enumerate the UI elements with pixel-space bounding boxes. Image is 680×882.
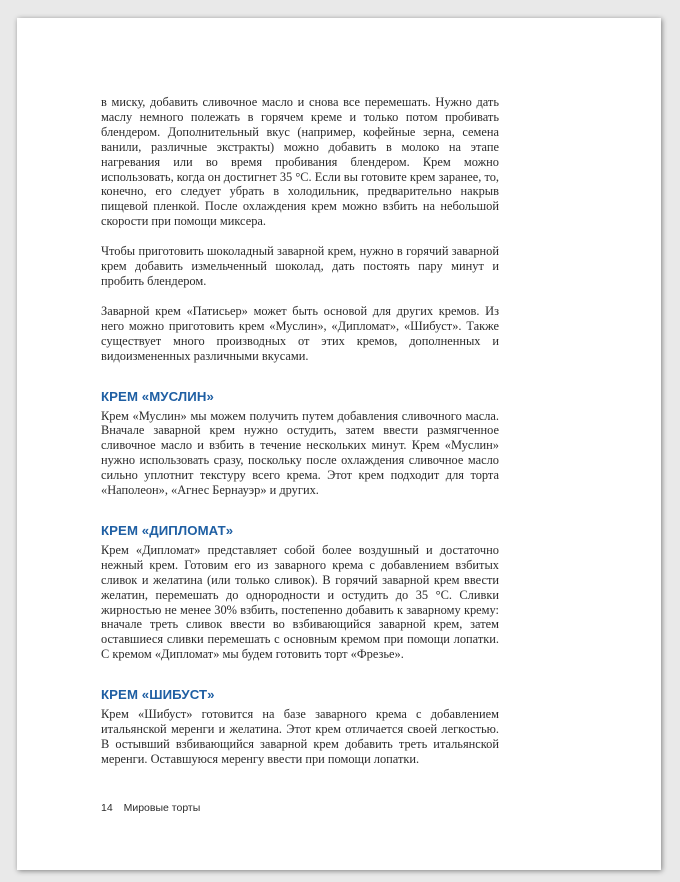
paragraph-muslin: Крем «Муслин» мы можем получить путем добавления сливочного масла. Вначале заварной крем нужно остудить, затем ввести размягченное сливочное масло и взбить в течение нескольких минут. Крем «Муслин» нужно использовать сразу, поскольку после охлаждения сливочное масло сильно уплотнит текстуру всего крема. Этот крем подходит для торта «Наполеон», «Агнес Бернауэр» и других. [101,408,499,498]
page-footer [101,802,200,814]
paragraph-chiboust: Крем «Шибуст» готовится на базе заварного крема с добавлением итальянской меренги и желатина. Этот крем отличается своей легкостью. В остывший взбивающийся заварной крем добавить треть итальянской меренги. Оставшуюся меренгу ввести при помощи лопатки. [101,707,499,766]
book-title: Мировые торты [123,802,201,814]
paragraph-diplomat: Крем «Дипломат» представляет собой более воздушный и достаточно нежный крем. Готовим его из заварного крема с добавлением взбитых сливок и желатина (или только сливок). В горячий заварной крем ввести желатин, перемешать до однородности и остудить до 35 °С. Сливки жирностью не менее 30% взбить, постепенно добавить к заварному крему: вначале треть сливок ввести во взбивающийся заварной крем, затем оставшиеся сливки перемешать с основным кремом при помощи лопатки. С кремом «Дипломат» мы будем готовить торт «Фрезье». [101,542,499,662]
book-page [17,18,661,870]
heading-chiboust: КРЕМ «ШИБУСТ» [101,687,215,703]
paragraph-patissiere: Заварной крем «Патисьер» может быть основой для других кремов. Из него можно приготовить крем «Муслин», «Дипломат», «Шибуст». Также существует много производных от этих кремов, дополненных и видоизмененных различными вкусами. [101,303,499,363]
heading-muslin: КРЕМ «МУСЛИН» [101,388,214,404]
paragraph-chocolate-cream: Чтобы приготовить шоколадный заварной крем, нужно в горячий заварной крем добавить измельченный шоколад, дать постоять пару минут и пробить блендером. [101,244,499,288]
paragraph-intro: в миску, добавить сливочное масло и снова все перемешать. Нужно дать маслу немного полежать в горячем креме и только потом пробивать блендером. Дополнительный вкус (например, кофейные зерна, семена ванили, различные экстракты) можно добавить в молоко на этапе нагревания или во время пробивания блендером. Крем можно использовать, когда он достигнет 35 °С. Если вы готовите крем заранее, то, конечно, его следует убрать в холодильник, предварительно накрыв пищевой пленкой. После охлаждения крем можно взбить на небольшой скорости при помощи миксера. [101,95,499,229]
heading-diplomat: КРЕМ «ДИПЛОМАТ» [101,522,234,538]
page-content [101,95,499,782]
page-number: 14 [101,802,113,814]
